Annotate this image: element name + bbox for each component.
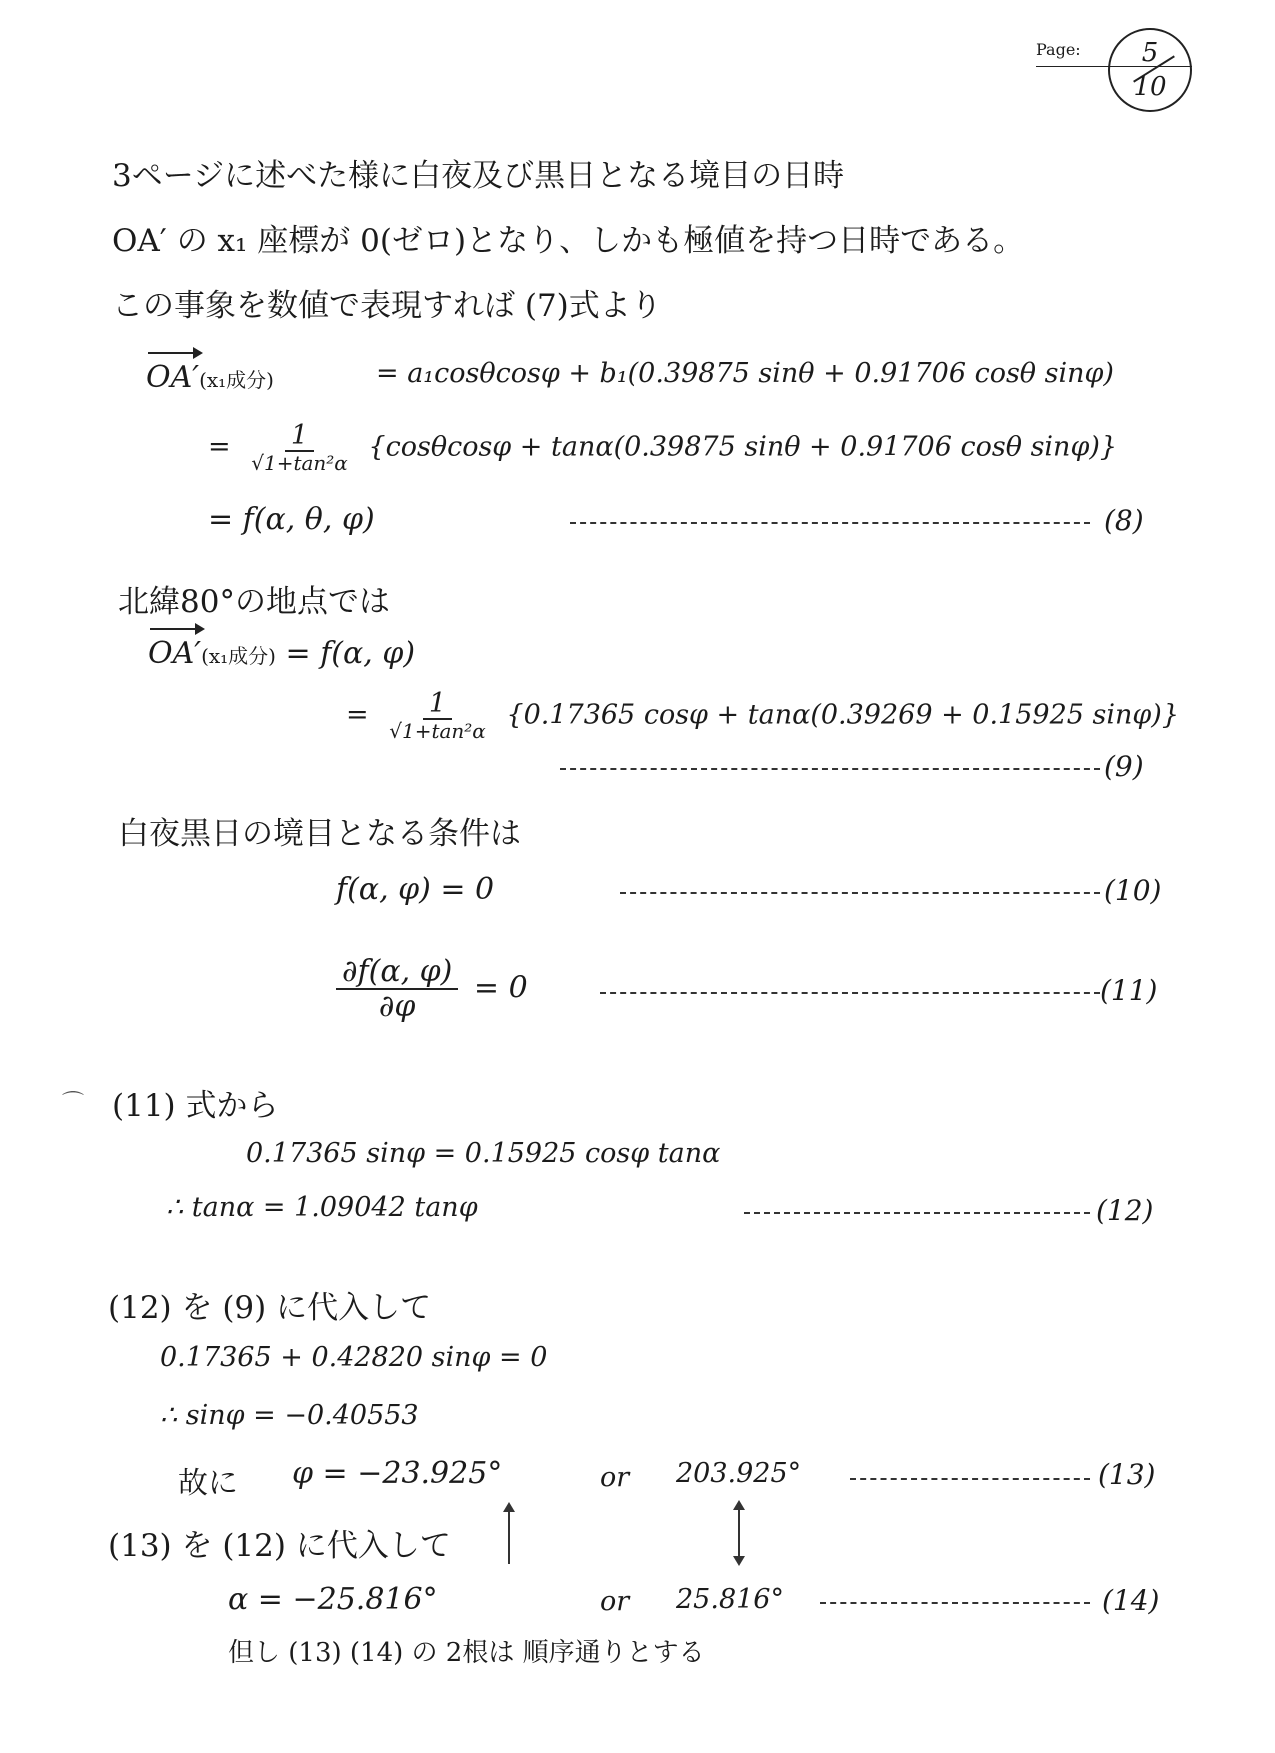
from11-line-1: 0.17365 sinφ = 0.15925 cosφ tanα <box>246 1138 721 1169</box>
eq12-leader <box>744 1212 1090 1214</box>
eq13-leader <box>850 1478 1090 1480</box>
lat80-lhs-sub: (x₁成分) <box>201 644 276 668</box>
eq8-tag: (8) <box>1104 504 1144 537</box>
from11-heading: (11) 式から <box>112 1088 279 1124</box>
lat80-vector: OA′ <box>148 636 202 671</box>
phi-value-1: φ = −23.925° <box>292 1456 503 1491</box>
lat80-fraction <box>383 690 492 742</box>
page-label: Page: <box>1036 40 1081 59</box>
subst-heading: (12) を (9) に代入して <box>108 1290 432 1326</box>
or-2: or <box>600 1586 630 1617</box>
eq8-row-2-rest: {cosθcosφ + tanα(0.39875 sinθ + 0.91706 cosθ sinφ)} <box>368 431 1118 463</box>
eq8-row-2: = $\frac{1}{\text{√1+tan²α}}$ {cosθcosφ + tanα(0.39875 sinθ + 0.91706 cosθ sinφ)} <box>208 420 1118 476</box>
correspondence-arrow-2 <box>738 1510 740 1556</box>
eq9-leader <box>560 768 1100 770</box>
eq9-tag: (9) <box>1104 750 1144 783</box>
eq8-row-1: = a₁cosθcosφ + b₁(0.39875 sinθ + 0.91706 cosθ sinφ) <box>376 358 1114 389</box>
eq8-lhs-sub: (x₁成分) <box>199 368 274 392</box>
eq14-tag: (14) <box>1102 1584 1160 1617</box>
alpha-value-1: α = −25.816° <box>228 1582 438 1617</box>
intro-line-2: OA′ の x₁ 座標が 0(ゼロ)となり、しかも極値を持つ日時である。 <box>112 223 1025 259</box>
eq10: f(α, φ) = 0 <box>336 872 495 907</box>
eq11-rest: = 0 <box>473 970 528 1006</box>
lat80-row-1: = f(α, φ) <box>285 636 416 671</box>
eq8-leader <box>570 522 1090 524</box>
cond-heading: 白夜黒日の境目となる条件は <box>118 816 521 852</box>
phi-value-2: 203.925° <box>676 1458 802 1489</box>
eq13-tag: (13) <box>1098 1458 1156 1491</box>
lat80-frac-den: √1+tan²α <box>389 719 486 744</box>
lat80-row-2: = $\frac{1}{\text{√1+tan²α}}$ {0.17365 cosφ + tanα(0.39269 + 0.15925 sinφ)} <box>346 688 1180 744</box>
subst-line-1: 0.17365 + 0.42820 sinφ = 0 <box>160 1342 548 1373</box>
from11-line-2: ∴ tanα = 1.09042 tanφ <box>166 1192 478 1223</box>
eq10-tag: (10) <box>1104 874 1162 907</box>
eq8-frac-num: 1 <box>285 422 314 452</box>
eq8-fraction <box>245 422 354 474</box>
note-line: 但し (13) (14) の 2根は 順序通りとする <box>228 1638 705 1668</box>
page-total: 10 <box>1133 72 1167 102</box>
eq11-frac-den: ∂φ <box>378 988 416 1024</box>
eq11-frac-num: ∂f(α, φ) <box>336 956 458 990</box>
lat80-lhs <box>148 636 415 671</box>
eq12-tag: (12) <box>1096 1194 1154 1227</box>
lat80-frac-num: 1 <box>423 690 452 720</box>
correspondence-arrow-1 <box>508 1512 510 1564</box>
subst-heading-2: (13) を (12) に代入して <box>108 1528 451 1564</box>
eq8-lhs <box>146 360 274 395</box>
eq14-leader <box>820 1602 1090 1604</box>
eq11-leader <box>600 992 1100 994</box>
intro-line-1: 3ページに述べた様に白夜及び黒日となる境目の日時 <box>112 158 845 194</box>
subst-line-3-prefix: 故に <box>178 1466 238 1501</box>
lat80-row-2-rest: {0.17365 cosφ + tanα(0.39269 + 0.15925 sinφ)} <box>506 699 1180 731</box>
eq11-tag: (11) <box>1100 974 1158 1007</box>
eq8-frac-den: √1+tan²α <box>251 451 348 476</box>
eq8-vector: OA′ <box>146 360 200 395</box>
eq8-row-3: = f(α, θ, φ) <box>208 502 375 537</box>
or-1: or <box>600 1462 630 1493</box>
margin-mark: ⌒ <box>62 1091 85 1116</box>
alpha-value-2: 25.816° <box>676 1584 784 1615</box>
eq11 <box>330 956 528 1023</box>
subst-line-2: ∴ sinφ = −0.40553 <box>160 1400 419 1431</box>
eq10-leader <box>620 892 1100 894</box>
page-number-circle <box>1108 28 1192 112</box>
lat80-heading: 北緯80°の地点では <box>118 584 390 620</box>
intro-line-3: この事象を数値で表現すれば (7)式より <box>112 288 662 324</box>
page-number: 5 <box>1141 38 1159 68</box>
eq11-fraction <box>336 956 458 1023</box>
